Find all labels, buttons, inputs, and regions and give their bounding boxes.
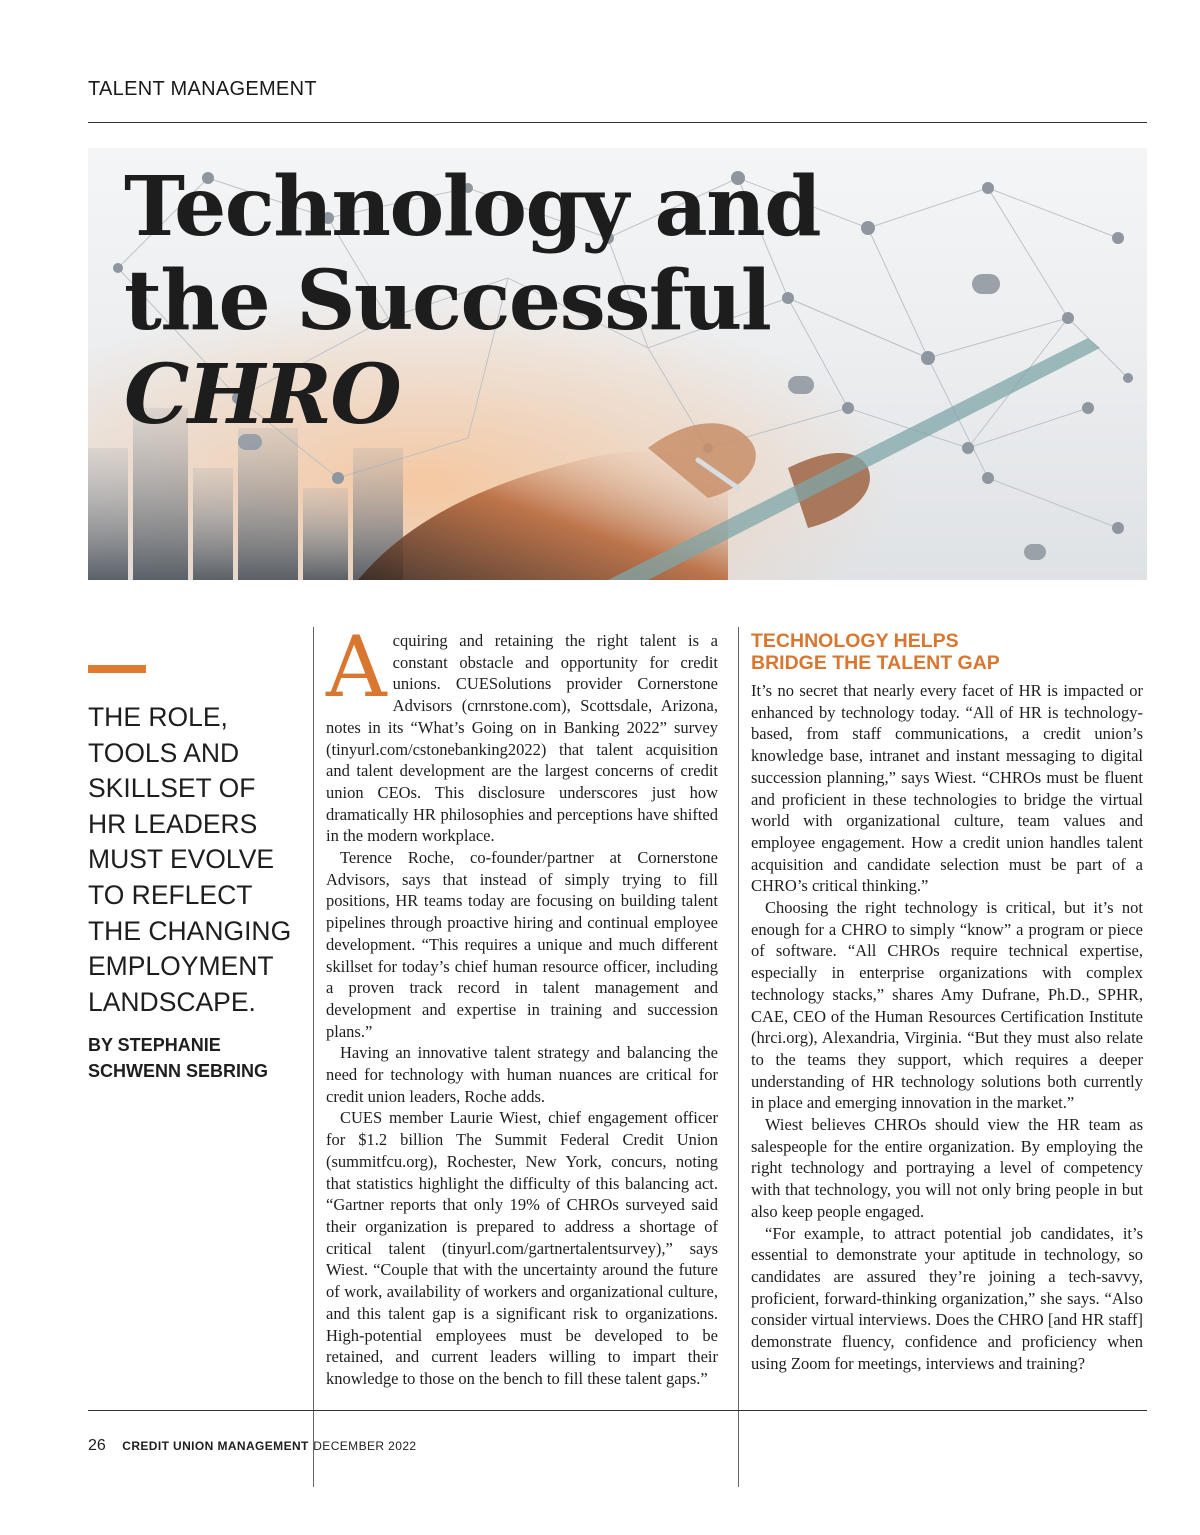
- paragraph: Choosing the right technology is critical, but it’s not enough for a CHRO to simply “know” a program or piece of software. “All CHROs require technical expertise, especially in enterprise organizations with complex technology stacks,” shares Amy Dufrane, Ph.D., SPHR, CAE, CEO of the Human Resources Certification Institute (hrci.org), Alexandria, Virginia. “But they must also relate to the teams they support, which requires a deeper understanding of HR technology solutions both currently in place and emerging innovation in the market.”: [751, 898, 1143, 1113]
- page-number: 26: [88, 1437, 106, 1454]
- headline-line-1: Technology and: [124, 159, 821, 255]
- subhead-line-2: BRIDGE THE TALENT GAP: [751, 652, 1000, 674]
- section-label: TALENT MANAGEMENT: [88, 78, 317, 100]
- top-divider: [88, 122, 1147, 123]
- paragraph: CUES member Laurie Wiest, chief engagement officer for $1.2 billion The Summit Federal Credit Union (summitfcu.org), Rochester, New York, concurs, noting that statistics highlight the difficulty of this balancing act. “Gartner reports that only 19% of CHROs surveyed said their organization is prepared to address a shortage of critical talent (tinyurl.com/gartnertalentsurvey),” says Wiest. “Couple that with the uncertainty around the future of work, availability of workers and organizational culture, and this talent gap is a significant risk to organizations. High-potential employees must be developed to be retained, and current leaders willing to impart their knowledge to those on the bench to fill these talent gaps.”: [326, 1108, 718, 1388]
- byline: [88, 1032, 298, 1084]
- publication-name: CREDIT UNION MANAGEMENT: [122, 1439, 309, 1453]
- page-footer: [88, 1437, 416, 1455]
- subhead-line-1: TECHNOLOGY HELPS: [751, 630, 959, 652]
- article-column-2: [751, 630, 1143, 1375]
- byline-line-2: SCHWENN SEBRING: [88, 1061, 269, 1081]
- deck-text: THE ROLE, TOOLS AND SKILLSET OF HR LEADERS MUST EVOLVE TO REFLECT THE CHANGING EMPLOYMENT LANDSCAPE.: [88, 702, 292, 1017]
- headline: [124, 160, 820, 442]
- column-divider-1: [313, 627, 314, 1487]
- issue-date: DECEMBER 2022: [313, 1439, 417, 1453]
- column-divider-2: [738, 627, 739, 1487]
- drop-cap: A: [326, 618, 387, 716]
- byline-line-1: BY STEPHANIE: [88, 1035, 221, 1055]
- paragraph-text: cquiring and retaining the right talent is a constant obstacle and opportunity for credit unions. CUESolutions provider Cornerstone Advisors (crnrstone.com), Scottsdale, Arizona, notes in its “What’s Going on in Banking 2022” survey (tinyurl.com/cstonebanking2022) that talent acquisition and talent development are the largest concerns of credit union CEOs. This disclosure underscores just how dramatically HR philosophies and perceptions have shifted in the modern workplace.: [326, 631, 718, 846]
- bottom-divider: [88, 1410, 1147, 1411]
- headline-line-3: CHRO: [124, 347, 401, 443]
- paragraph: It’s no secret that nearly every facet of HR is impacted or enhanced by technology today. “All of HR is technology-based, from staff communications, a credit union’s knowledge base, intranet and instant messaging to digital succession planning,” says Wiest. “CHROs must be fluent and proficient in these technologies to bridge the virtual world with organizational culture, team values and employee engagement. How a credit union handles talent acquisition and candidate selection must be part of a CHRO’s critical thinking.”: [751, 681, 1143, 896]
- paragraph: Wiest believes CHROs should view the HR team as salespeople for the entire organization. By employing the right technology and portraying a level of competency with that technology, you will not only bring people in but also keep people engaged.: [751, 1115, 1143, 1221]
- paragraph: Terence Roche, co-founder/partner at Cornerstone Advisors, says that instead of simply trying to fill positions, HR teams today are focusing on building talent pipelines through proactive hiring and continual employee development. “This requires a unique and much different skillset for today’s chief human resource officer, including a proven track record in talent management and development and expertise in training and succession plans.”: [326, 848, 718, 1041]
- accent-bar: [88, 665, 146, 673]
- headline-line-2: the Successful: [124, 253, 771, 349]
- paragraph: Having an innovative talent strategy and balancing the need for technology with human nuances are critical for credit union leaders, Roche adds.: [326, 1043, 718, 1106]
- subhead: [751, 630, 1143, 674]
- paragraph: “For example, to attract potential job candidates, it’s essential to demonstrate your aptitude in technology, so candidates are assured they’re joining a tech-savvy, proficient, forward-thinking organization,” she says. “Also consider virtual interviews. Does the CHRO [and HR staff] demonstrate fluency, confidence and proficiency when using Zoom for meetings, interviews and training?: [751, 1223, 1143, 1373]
- paragraph: [326, 618, 718, 847]
- article-column-1: [326, 618, 718, 1390]
